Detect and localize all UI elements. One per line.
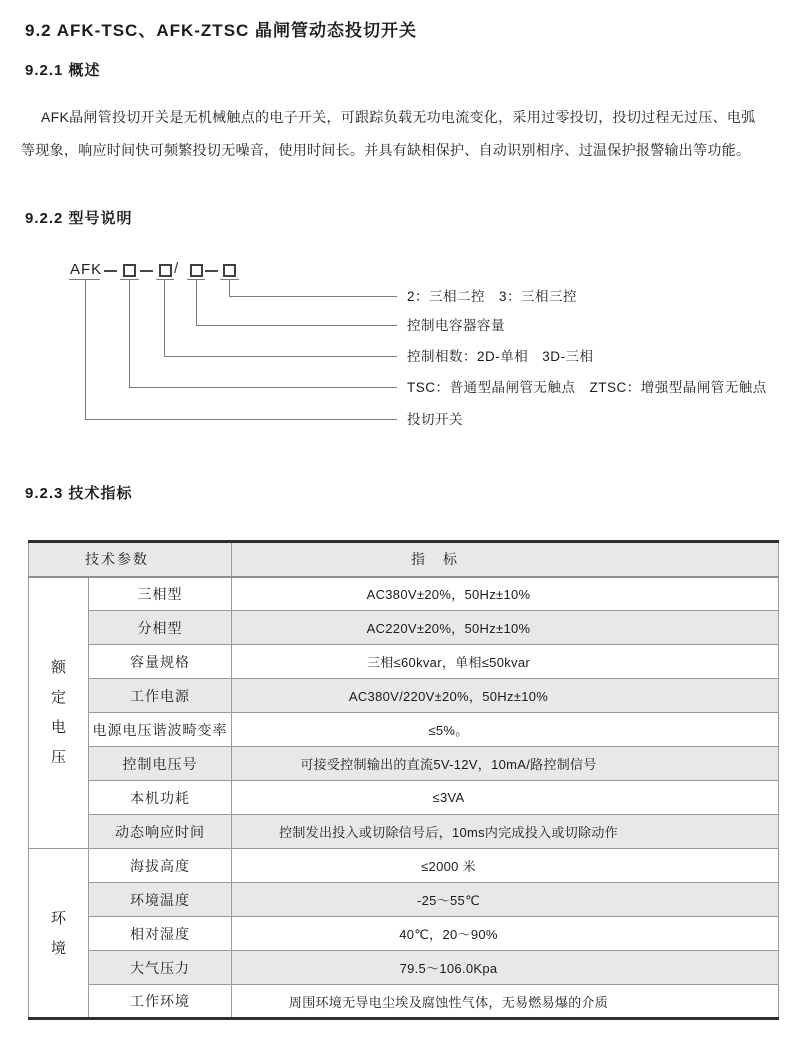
overview-heading: 9.2.1 概述 — [25, 62, 101, 79]
connector-line — [85, 280, 397, 420]
value-cell: AC220V±20%，50Hz±10% — [232, 611, 779, 645]
dash-separator — [104, 270, 117, 272]
model-placeholder-box — [223, 264, 236, 277]
table-row — [29, 679, 779, 713]
column-header-parameter: 技术参数 — [29, 542, 232, 577]
param-cell: 工作环境 — [89, 985, 232, 1019]
param-cell: 控制电压号 — [89, 747, 232, 781]
table-row — [29, 747, 779, 781]
model-prefix: AFK — [70, 261, 103, 278]
model-label-type: TSC：普通型晶闸管无触点 ZTSC：增强型晶闸管无触点 — [407, 380, 767, 395]
spec-table — [28, 540, 779, 1020]
model-label-capacity: 控制电容器容量 — [407, 318, 505, 333]
table-header-row — [29, 542, 779, 577]
param-cell: 电源电压谐波畸变率 — [89, 713, 232, 747]
overview-line-2: 等现象，响应时间快可频繁投切无噪音，使用时间长。并具有缺相保护、自动识别相序、过温保护报警输出等功能。 — [21, 142, 751, 158]
table-row — [29, 577, 779, 611]
model-placeholder-box — [190, 264, 203, 277]
table-row — [29, 985, 779, 1019]
param-cell: 动态响应时间 — [89, 815, 232, 849]
value-cell: 可接受控制输出的直流5V-12V，10mA/路控制信号 — [232, 747, 779, 781]
param-cell: 本机功耗 — [89, 781, 232, 815]
overview-line-1: AFK晶闸管投切开关是无机械触点的电子开关，可跟踪负载无功电流变化，采用过零投切，投切过程无过压、电弧 — [41, 109, 756, 125]
group-environment-label: 环 境 — [50, 909, 66, 957]
param-cell: 环境温度 — [89, 883, 232, 917]
value-cell: ≤3VA — [232, 781, 779, 815]
slash-separator: / — [174, 260, 179, 277]
model-placeholder-box — [159, 264, 172, 277]
value-cell: 79.5～106.0Kpa — [232, 951, 779, 985]
param-cell: 容量规格 — [89, 645, 232, 679]
value-cell: AC380V/220V±20%，50Hz±10% — [232, 679, 779, 713]
column-header-value: 指 标 — [232, 542, 779, 577]
param-cell: 大气压力 — [89, 951, 232, 985]
value-cell: 40℃，20～90% — [232, 917, 779, 951]
value-cell: 控制发出投入或切除信号后，10ms内完成投入或切除动作 — [232, 815, 779, 849]
table-row — [29, 815, 779, 849]
table-row — [29, 917, 779, 951]
param-cell: 海拔高度 — [89, 849, 232, 883]
model-label-switch: 投切开关 — [407, 412, 463, 427]
table-row — [29, 951, 779, 985]
table-row — [29, 645, 779, 679]
model-code-diagram — [0, 250, 800, 440]
specs-heading: 9.2.3 技术指标 — [25, 485, 133, 502]
param-cell: 工作电源 — [89, 679, 232, 713]
dash-separator — [140, 270, 153, 272]
table-row — [29, 611, 779, 645]
value-cell: ≤2000 米 — [232, 849, 779, 883]
value-cell: AC380V±20%，50Hz±10% — [232, 577, 779, 611]
param-cell: 三相型 — [89, 577, 232, 611]
group-environment — [29, 849, 89, 1019]
value-cell: -25～55℃ — [232, 883, 779, 917]
group-rated-voltage-label: 额 定 电 压 — [50, 659, 66, 767]
model-placeholder-box — [123, 264, 136, 277]
model-label-phase-count: 控制相数：2D-单相 3D-三相 — [407, 349, 594, 364]
value-cell: ≤5%。 — [232, 713, 779, 747]
model-heading: 9.2.2 型号说明 — [25, 210, 133, 227]
table-row — [29, 713, 779, 747]
group-rated-voltage — [29, 577, 89, 849]
section-title: 9.2 AFK-TSC、AFK-ZTSC 晶闸管动态投切开关 — [25, 21, 418, 40]
overview-paragraph — [21, 101, 756, 167]
param-cell: 相对湿度 — [89, 917, 232, 951]
param-cell: 分相型 — [89, 611, 232, 645]
model-label-control-count: 2：三相二控 3：三相三控 — [407, 289, 578, 304]
dash-separator — [205, 270, 218, 272]
value-cell: 周围环境无导电尘埃及腐蚀性气体，无易燃易爆的介质 — [232, 985, 779, 1019]
table-row — [29, 781, 779, 815]
table-row — [29, 883, 779, 917]
value-cell: 三相≤60kvar，单相≤50kvar — [232, 645, 779, 679]
table-row — [29, 849, 779, 883]
